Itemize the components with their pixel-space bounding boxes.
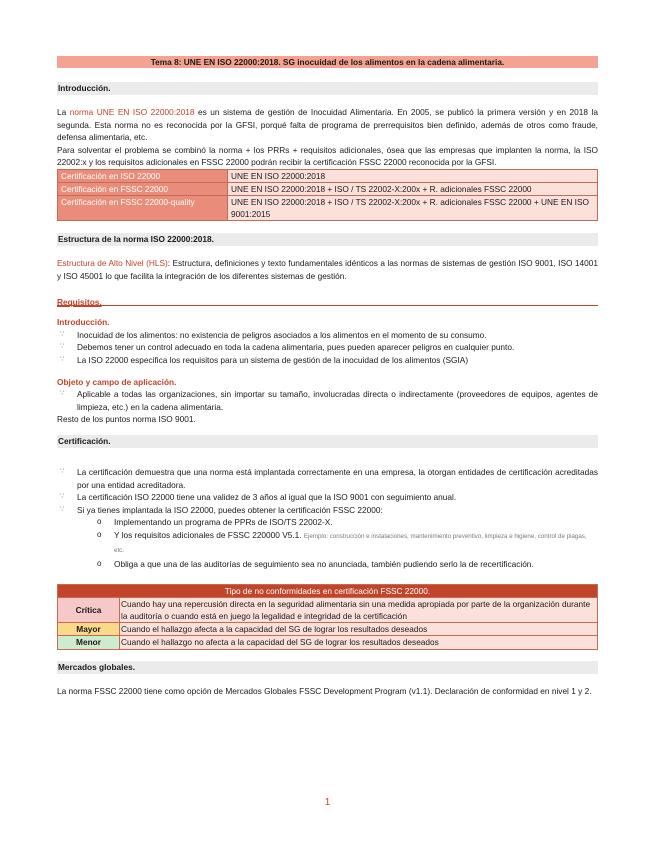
- bullet-icon: ∵: [60, 343, 65, 351]
- certification-list: [57, 466, 598, 516]
- list-item-text: La certificación ISO 22000 tiene una validez de 3 años al igual que la ISO 9001 con seguimiento anual.: [77, 492, 457, 503]
- subheading-introduccion: Introducción.: [57, 317, 110, 328]
- fssc-sublist: [57, 516, 598, 570]
- scope-list: [57, 388, 598, 413]
- nc-table-header: Tipo de no conformidades en certificación FSSC 22000.: [58, 584, 598, 597]
- section-heading-introduccion: Introducción.: [57, 82, 598, 95]
- list-item: [57, 466, 598, 491]
- cert-label: Certificación en FSSC 22000: [58, 182, 228, 195]
- nc-level-critica: Crítica: [58, 597, 120, 622]
- sub-list-item: [57, 529, 598, 558]
- list-item: [57, 491, 598, 504]
- cert-value: UNE EN ISO 22000:2018 + ISO / TS 22002-X:200x + R. adicionales FSSC 22000: [228, 182, 598, 195]
- cert-value: UNE EN ISO 22000:2018: [228, 169, 598, 182]
- bullet-icon: ∵: [60, 467, 65, 475]
- list-item-text: La certificación demuestra que una norma está implantada correctamente en una empresa, la otorgan entidades de certificación acreditadas por una entidad acreditadora.: [77, 466, 598, 490]
- hls-label: Estructura de Alto Nivel (HLS): [57, 257, 168, 268]
- subheading-objeto: Objeto y campo de aplicación.: [57, 376, 177, 387]
- list-item: [57, 341, 598, 354]
- nc-header-row: [58, 584, 598, 597]
- section-heading-estructura: Estructura de la norma ISO 22000:2018.: [57, 233, 598, 246]
- list-item-text: La ISO 22000 especifica los requisitos para un sistema de gestión de la inocuidad de los alimentos (SGIA): [77, 354, 469, 365]
- rest-of-points: Resto de los puntos norma ISO 9001.: [57, 414, 196, 425]
- list-item: [57, 329, 598, 342]
- intro-list: [57, 329, 598, 367]
- cert-label: Certificación en FSSC 22000-quality: [58, 195, 228, 220]
- nc-row: [58, 636, 598, 649]
- list-item: [57, 354, 598, 367]
- bullet-icon: ∵: [60, 330, 65, 338]
- nc-description: Cuando hay una repercusión directa en la seguridad alimentaria sin una medida apropiada por parte de la organización durante la auditoría o cuando está en juego la legalidad e integridad de la certificación: [120, 597, 598, 622]
- hls-paragraph: [57, 257, 598, 282]
- nonconformity-table: [57, 584, 598, 650]
- sub-item-note: Ejemplo: construcción e instalaciones, mantenimiento preventivo, limpieza e higiene, control de plagas, etc.: [114, 532, 587, 555]
- circle-bullet-icon: o: [97, 559, 102, 569]
- certification-table: [57, 169, 598, 221]
- nc-level-menor: Menor: [58, 636, 120, 649]
- document-page: [57, 56, 598, 697]
- document-title: Tema 8: UNE EN ISO 22000:2018. SG inocuidad de los alimentos en la cadena alimentaria.: [57, 56, 598, 68]
- section-heading-certificacion: Certificación.: [57, 435, 598, 448]
- list-item-text: Debemos tener un control adecuado en toda la cadena alimentaria, pues pueden aparecer peligros en cualquier punto.: [77, 342, 515, 353]
- sub-item-text: Implementando un programa de PPRs de ISO/TS 22002-X.: [114, 517, 333, 528]
- sub-list-item: [57, 558, 598, 571]
- sub-list-item: [57, 516, 598, 529]
- hls-text: : Estructura, definiciones y texto fundamentales idénticos a las normas de sistemas de gestión ISO 9001, ISO 14001 y ISO 45001 lo que facilita la integración de los diferentes sistemas de gestión.: [57, 257, 598, 281]
- cert-row: [58, 195, 598, 220]
- cert-label: Certificación en ISO 22000: [58, 169, 228, 182]
- page-number: 1: [324, 797, 331, 808]
- intro-paragraph-2: Para solventar el problema se combinó la norma + los PRRs + requisitos adicionales, ósea que las empresas que implanten la norma, la ISO 22002:x y los requisitos adicionales en FSSC 22000 podrán recibir la certificación FSSC 22000 reconocida por la GFSI.: [57, 144, 598, 168]
- circle-bullet-icon: o: [97, 517, 102, 527]
- sub-item-text: Obliga a que una de las auditorías de seguimiento sea no anunciada, también pudiendo serlo la de recertificación.: [114, 559, 534, 570]
- bullet-icon: ∵: [60, 493, 65, 501]
- bullet-icon: ∵: [60, 505, 65, 513]
- mercados-paragraph: La norma FSSC 22000 tiene como opción de Mercados Globales FSSC Development Program (v1.1). Declaración de conformidad en nivel 1 y 2.: [57, 685, 592, 696]
- nc-level-mayor: Mayor: [58, 623, 120, 636]
- sub-item-text: Y los requisitos adicionales de FSSC 220000 V5.1.: [114, 529, 304, 540]
- nc-row: [58, 597, 598, 622]
- cert-row: [58, 182, 598, 195]
- requisitos-title: Requisitos.: [57, 297, 102, 308]
- intro-paragraph-1: [57, 106, 598, 144]
- cert-row: [58, 169, 598, 182]
- nc-row: [58, 623, 598, 636]
- circle-bullet-icon: o: [97, 529, 102, 539]
- intro-p1-text: es un sistema de gestión de Inocuidad Alimentaria. En 2005, se publicó la primera versión y en 2018 la segunda. Esta norma no es reconocida por la GFSI, porqué falta de programa de prerrequisitos bien definido, además de otros como fraude, defensa alimentaria, etc.: [57, 107, 598, 143]
- nc-description: Cuando el hallazgo no afecta a la capacidad del SG de lograr los resultados deseados: [120, 636, 598, 649]
- bullet-icon: ∵: [60, 390, 65, 398]
- section-heading-mercados: Mercados globales.: [57, 661, 598, 674]
- norm-link: norma UNE EN ISO 22000:2018: [69, 107, 195, 117]
- intro-p1-prefix: La: [57, 107, 70, 117]
- list-item-text: Si ya tienes implantada la ISO 22000, puedes obtener la certificación FSSC 22000:: [77, 504, 383, 515]
- list-item: [57, 388, 598, 413]
- cert-value: UNE EN ISO 22000:2018 + ISO / TS 22002-X:200x + R. adicionales FSSC 22000 + UNE EN ISO 9001:2015: [228, 195, 598, 220]
- list-item: [57, 504, 598, 517]
- list-item-text: Inocuidad de los alimentos: no existencia de peligros asociados a los alimentos en el momento de su consumo.: [77, 329, 487, 340]
- list-item-text: Aplicable a todas las organizaciones, sin importar su tamaño, involucradas directa o indirectamente (proveedores de equipos, agentes de limpieza, etc.) en la cadena alimentaria.: [77, 389, 598, 412]
- nc-description: Cuando el hallazgo afecta a la capacidad del SG de lograr los resultados deseados: [120, 623, 598, 636]
- section-heading-requisitos: [57, 292, 598, 306]
- bullet-icon: ∵: [60, 355, 65, 363]
